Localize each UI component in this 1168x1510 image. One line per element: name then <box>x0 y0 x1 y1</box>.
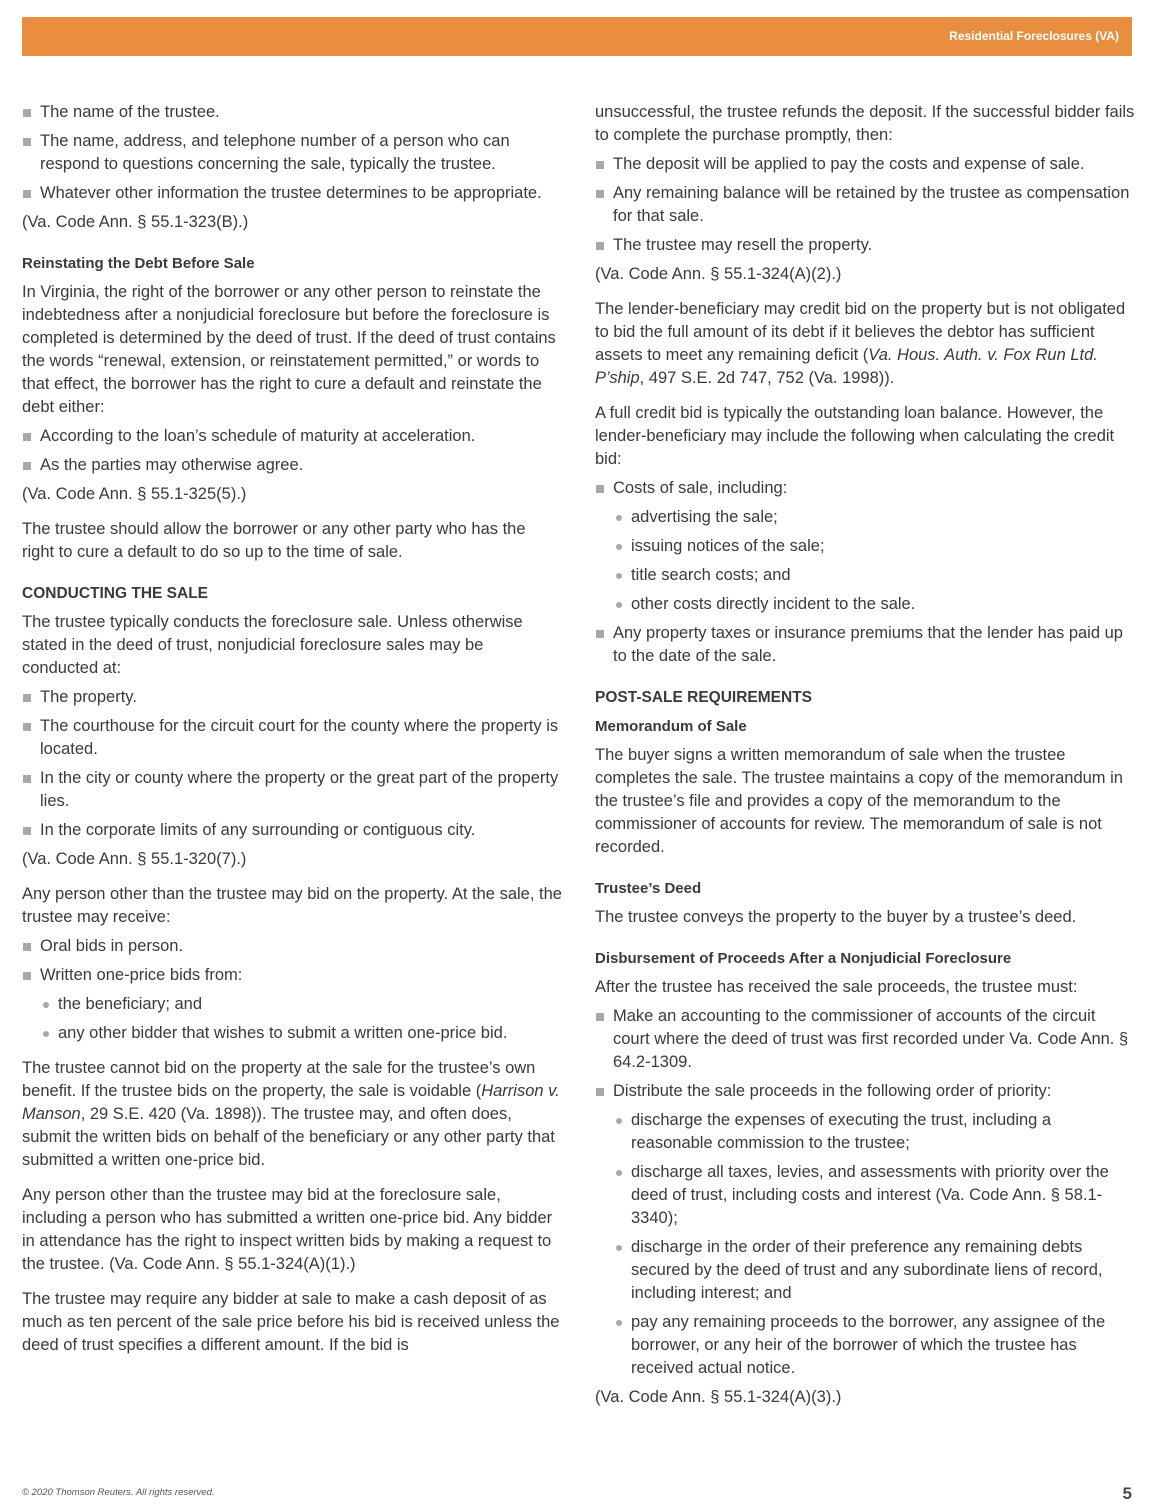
square-bullet-icon <box>23 433 31 441</box>
square-bullet-icon <box>23 775 31 783</box>
sub-list-item: any other bidder that wishes to submit a written one-price bid. <box>40 1022 562 1045</box>
square-bullet-icon <box>23 972 31 980</box>
dot-bullet-icon <box>43 1031 49 1037</box>
sub-list <box>613 506 1135 616</box>
citation: (Va. Code Ann. § 55.1-324(A)(2).) <box>595 265 842 283</box>
header-title: Residential Foreclosures (VA) <box>949 29 1119 43</box>
list-item: Any remaining balance will be retained by the trustee as compensation for that sale. <box>595 182 1135 228</box>
sub-list <box>40 993 562 1045</box>
bid-type-list <box>22 935 562 1045</box>
paragraph: The trustee should allow the borrower or any other party who has the right to cure a default to do so up to the time of sale. <box>22 520 526 561</box>
sub-list-item: discharge the expenses of executing the trust, including a reasonable commission to the trustee; <box>613 1109 1135 1155</box>
sub-list-item: the beneficiary; and <box>40 993 562 1016</box>
list-item: The property. <box>22 686 562 709</box>
section-heading: CONDUCTING THE SALE <box>22 585 208 602</box>
section-heading: POST-SALE REQUIREMENTS <box>595 689 813 706</box>
section-heading: Reinstating the Debt Before Sale <box>22 255 255 272</box>
sub-list-item: discharge in the order of their preference any remaining debts secured by the deed of trust and any subordinate liens of record, including interest; and <box>613 1236 1135 1305</box>
page-number: 5 <box>1122 1484 1132 1503</box>
paragraph: The trustee cannot bid on the property at the sale for the trustee’s own benefit. If the trustee bids on the property, the sale is voidable (Harrison v. Manson, 29 S.E. 420 (Va. 1898)). The trustee may, and often does, submit the written bids on behalf of the beneficiary or any other party that submitted a written one-price bid. <box>22 1059 560 1169</box>
list-item: In the city or county where the property or the great part of the property lies. <box>22 767 562 813</box>
list-item: The trustee may resell the property. <box>595 234 1135 257</box>
sale-location-list <box>22 686 562 842</box>
list-item: The deposit will be applied to pay the costs and expense of sale. <box>595 153 1135 176</box>
square-bullet-icon <box>596 630 604 638</box>
dot-bullet-icon <box>616 1245 622 1251</box>
list-item: Written one-price bids from: the beneficiary; and any other bidder that wishes to submit a written one-price bid. <box>22 964 562 1045</box>
list-item: Oral bids in person. <box>22 935 562 958</box>
subsection-heading: Trustee’s Deed <box>595 880 702 897</box>
square-bullet-icon <box>596 485 604 493</box>
sub-list-item: title search costs; and <box>613 564 1135 587</box>
sub-list-item: discharge all taxes, levies, and assessments with priority over the deed of trust, including costs and interest (Va. Code Ann. § 58.1-3340); <box>613 1161 1135 1230</box>
list-item: The name of the trustee. <box>22 101 562 124</box>
paragraph: Any person other than the trustee may bid at the foreclosure sale, including a person who has submitted a written one-price bid. Any bidder in attendance has the right to inspect written bids by making a request to the trustee. (Va. Code Ann. § 55.1-324(A)(1).) <box>22 1186 553 1273</box>
paragraph: The trustee conveys the property to the buyer by a trustee’s deed. <box>595 908 1077 926</box>
square-bullet-icon <box>596 161 604 169</box>
sub-list <box>613 1109 1135 1380</box>
square-bullet-icon <box>23 190 31 198</box>
citation: (Va. Code Ann. § 55.1-323(B).) <box>22 213 249 231</box>
list-item: Distribute the sale proceeds in the following order of priority: discharge the expenses of executing the trust, including a reasonable commission to the trustee; discharge all taxes, levies, and assessments with priority over the deed of trust, including costs and interest (Va. Code Ann. § 58.1-3340); discharge in the order of their preference any remaining debts secured by the deed of trust and any subordinate liens of record, including interest; and pay any remaining proceeds to the borrower, any assignee of the borrower, or any heir of the borrower of which the trustee has received actual notice. <box>595 1080 1135 1380</box>
dot-bullet-icon <box>616 1170 622 1176</box>
subsection-heading: Memorandum of Sale <box>595 718 747 735</box>
dot-bullet-icon <box>616 1118 622 1124</box>
square-bullet-icon <box>596 190 604 198</box>
sub-list-item: other costs directly incident to the sale. <box>613 593 1135 616</box>
case-citation: Harrison v. Manson <box>22 1082 560 1123</box>
header-bar <box>22 17 1132 56</box>
credit-bid-list <box>595 477 1135 668</box>
dot-bullet-icon <box>616 1320 622 1326</box>
paragraph: The trustee may require any bidder at sale to make a cash deposit of as much as ten percent of the sale price before his bid is received unless the deed of trust specifies a different amount. If the bid is <box>22 1290 560 1354</box>
disbursement-list <box>595 1005 1135 1380</box>
paragraph: The buyer signs a written memorandum of sale when the trustee completes the sale. The trustee maintains a copy of the memorandum in the trustee’s file and provides a copy of the memorandum to the commissioner of accounts for review. The memorandum of sale is not recorded. <box>595 746 1123 856</box>
dot-bullet-icon <box>43 1002 49 1008</box>
square-bullet-icon <box>596 242 604 250</box>
citation: (Va. Code Ann. § 55.1-320(7).) <box>22 850 247 868</box>
list-item: The name, address, and telephone number of a person who can respond to questions concerning the sale, typically the trustee. <box>22 130 562 176</box>
paragraph: In Virginia, the right of the borrower or any other person to reinstate the indebtedness after a nonjudicial foreclosure but before the foreclosure is completed is determined by the deed of trust. If the deed of trust contains the words “renewal, extension, or reinstatement permitted,” or words to that effect, the borrower has the right to cure a default and reinstate the debt either: <box>22 283 556 416</box>
square-bullet-icon <box>23 943 31 951</box>
sub-list-item: issuing notices of the sale; <box>613 535 1135 558</box>
citation: (Va. Code Ann. § 55.1-324(A)(3).) <box>595 1388 842 1406</box>
paragraph: The trustee typically conducts the foreclosure sale. Unless otherwise stated in the deed of trust, nonjudicial foreclosure sales may be conducted at: <box>22 613 523 677</box>
paragraph: After the trustee has received the sale proceeds, the trustee must: <box>595 978 1078 996</box>
dot-bullet-icon <box>616 602 622 608</box>
list-item: Whatever other information the trustee determines to be appropriate. <box>22 182 562 205</box>
dot-bullet-icon <box>616 544 622 550</box>
sub-list-item: pay any remaining proceeds to the borrower, any assignee of the borrower, or any heir of the borrower of which the trustee has received actual notice. <box>613 1311 1135 1380</box>
list-item: Make an accounting to the commissioner of accounts of the circuit court where the deed of trust was first recorded under Va. Code Ann. § 64.2-1309. <box>595 1005 1135 1074</box>
paragraph: The lender-beneficiary may credit bid on the property but is not obligated to bid the full amount of its debt if it believes the debtor has sufficient assets to meet any remaining deficit (Va. Hous. Auth. v. Fox Run Ltd. P’ship, 497 S.E. 2d 747, 752 (Va. 1998)). <box>595 300 1126 387</box>
citation: (Va. Code Ann. § 55.1-325(5).) <box>22 485 247 503</box>
list-item: The courthouse for the circuit court for the county where the property is located. <box>22 715 562 761</box>
list-item: According to the loan’s schedule of maturity at acceleration. <box>22 425 562 448</box>
square-bullet-icon <box>23 694 31 702</box>
right-column <box>595 101 1135 1421</box>
square-bullet-icon <box>596 1013 604 1021</box>
list-item: Any property taxes or insurance premiums that the lender has paid up to the date of the sale. <box>595 622 1135 668</box>
square-bullet-icon <box>23 109 31 117</box>
subsection-heading: Disbursement of Proceeds After a Nonjudicial Foreclosure <box>595 950 1012 967</box>
list-item: Costs of sale, including: advertising the sale; issuing notices of the sale; title search costs; and other costs directly incident to the sale. <box>595 477 1135 616</box>
footer-copyright: © 2020 Thomson Reuters. All rights reserved. <box>22 1487 215 1498</box>
reinstate-list <box>22 425 562 477</box>
square-bullet-icon <box>23 462 31 470</box>
square-bullet-icon <box>23 827 31 835</box>
trustee-info-list <box>22 101 562 205</box>
paragraph: Any person other than the trustee may bid on the property. At the sale, the trustee may receive: <box>22 885 562 926</box>
paragraph: A full credit bid is typically the outstanding loan balance. However, the lender-beneficiary may include the following when calculating the credit bid: <box>595 404 1115 468</box>
sub-list-item: advertising the sale; <box>613 506 1135 529</box>
paragraph: unsuccessful, the trustee refunds the deposit. If the successful bidder fails to complete the purchase promptly, then: <box>595 103 1135 144</box>
square-bullet-icon <box>23 723 31 731</box>
list-item: As the parties may otherwise agree. <box>22 454 562 477</box>
dot-bullet-icon <box>616 515 622 521</box>
case-citation: Va. Hous. Auth. v. Fox Run Ltd. P’ship <box>595 346 1098 387</box>
square-bullet-icon <box>23 138 31 146</box>
dot-bullet-icon <box>616 573 622 579</box>
square-bullet-icon <box>596 1088 604 1096</box>
left-column <box>22 101 562 1369</box>
list-item: In the corporate limits of any surrounding or contiguous city. <box>22 819 562 842</box>
failed-purchase-list <box>595 153 1135 257</box>
